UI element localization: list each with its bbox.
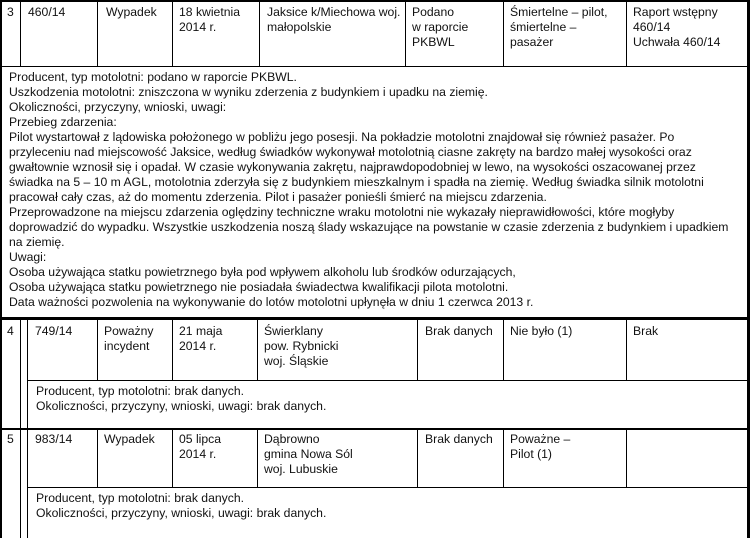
record-injuries: Poważne – (510, 432, 571, 446)
record-details-line: Uwagi: (9, 250, 47, 264)
record-details-line: Osoba używająca statku powietrznego była pod wpływem alkoholu lub środków odurzających, (9, 265, 516, 279)
record-number: 3 (7, 5, 14, 19)
col-divider (417, 430, 418, 487)
record-category: Poważny (104, 324, 154, 338)
record-id: 983/14 (35, 432, 73, 446)
table-border-left (0, 0, 2, 538)
record-details-line: przyleceniu nad miejscowość Jaksice, według świadków wykonywał motolotnią ciasne zakręty na bardzo małej wysokości oraz (9, 145, 692, 159)
record-details-line: Przeprowadzone na miejscu zdarzenia oględziny techniczne wraku motolotni nie wykazały nieprawidłowości, które mogłyby (9, 205, 675, 219)
record-status: Raport wstępny (633, 5, 718, 19)
col-divider (626, 0, 627, 66)
record-details-line: gwałtownie wznosił się i opadał. W czasie wykonywania zakrętu, najprawdopodobniej w lewo, na wysokości oszacowanej przez (9, 160, 696, 174)
record-injuries: Śmiertelne – pilot, (510, 5, 608, 19)
record-injuries: pasażer (510, 35, 554, 49)
record-place: Dąbrowno (264, 432, 320, 446)
record-details-line: Osoba używająca statku powietrznego nie posiadała świadectwa kwalifikacji pilota motolotni. (9, 280, 509, 294)
record-place: małopolskie (267, 20, 332, 34)
record-details-line: Uszkodzenia motolotni: zniszczona w wyniku zderzenia z budynkiem i upadku na ziemię. (9, 85, 488, 99)
record-status: Uchwała 460/14 (633, 35, 721, 49)
col-divider (97, 320, 98, 380)
col-divider (97, 0, 98, 66)
record-place: pow. Rybnicki (264, 339, 339, 353)
row-divider (0, 66, 750, 67)
col-divider (259, 0, 260, 66)
record-place: gmina Nowa Sól (264, 447, 353, 461)
col-divider (20, 430, 21, 538)
record-cause: w raporcie (412, 20, 469, 34)
record-place: Jaksice k/Miechowa woj. (267, 5, 401, 19)
record-details-line: Data ważności pozwolenia na wykonywanie do lotów motolotni upłynęła w dniu 1 czerwca 2013 r. (9, 295, 534, 309)
col-divider (20, 320, 21, 429)
record-details-line: na ziemię. (9, 235, 65, 249)
record-details-line: Producent, typ motolotni: podano w raporcie PKBWL. (9, 70, 297, 84)
record-place: woj. Lubuskie (264, 462, 338, 476)
record-injuries: Nie było (1) (510, 324, 573, 338)
table-border-top (0, 0, 750, 2)
record-place: Świerklany (264, 324, 323, 338)
col-divider (503, 320, 504, 380)
col-divider (626, 430, 627, 487)
row-divider (27, 487, 750, 488)
record-cause: Brak danych (425, 432, 493, 446)
col-divider (172, 320, 173, 380)
record-details-line: pracował cały czas, aż do momentu zderzenia. Pilot i pasażer ponieśli śmierć na miejscu zdarzenia. (9, 190, 547, 204)
record-details-line: Okoliczności, przyczyny, wnioski, uwagi: brak danych. (36, 506, 327, 520)
col-divider (172, 0, 173, 66)
col-divider (97, 430, 98, 487)
col-divider (626, 320, 627, 380)
col-divider (27, 430, 28, 538)
record-place: woj. Śląskie (264, 354, 329, 368)
record-date: 2014 r. (179, 447, 217, 461)
row-divider (27, 380, 750, 381)
record-date: 21 maja (179, 324, 223, 338)
record-number: 4 (7, 324, 14, 338)
col-divider (257, 320, 258, 380)
record-cause: Podano (412, 5, 455, 19)
record-category: Wypadek (106, 5, 157, 19)
col-divider (417, 320, 418, 380)
record-separator (0, 428, 750, 430)
col-divider (27, 320, 28, 429)
record-id: 460/14 (28, 5, 66, 19)
col-divider (503, 0, 504, 66)
record-cause: Brak danych (425, 324, 493, 338)
record-injuries: śmiertelne – (510, 20, 577, 34)
record-injuries: Pilot (1) (510, 447, 552, 461)
record-separator (0, 317, 750, 320)
record-cause: PKBWL (412, 35, 455, 49)
record-details-line: doprowadzić do wypadku. Wszystkie uszkodzenia noszą ślady wskazujące na powstanie w czasie zderzenia z budynkiem i upadkiem (9, 220, 729, 234)
record-details-line: Okoliczności, przyczyny, wnioski, uwagi: (9, 100, 227, 114)
record-status: 460/14 (633, 20, 671, 34)
record-details-line: Okoliczności, przyczyny, wnioski, uwagi: brak danych. (36, 399, 327, 413)
record-details-line: Przebieg zdarzenia: (9, 115, 117, 129)
record-details-line: Producent, typ motolotni: brak danych. (36, 491, 244, 505)
col-divider (405, 0, 406, 66)
col-divider (172, 430, 173, 487)
record-date: 05 lipca (179, 432, 222, 446)
record-id: 749/14 (35, 324, 73, 338)
record-details-line: Pilot wystartował z lądowiska położonego w pobliżu jego posesji. Na pokładzie motolotni znajdował się również pasażer. Po (9, 130, 675, 144)
record-number: 5 (7, 432, 14, 446)
record-status: Brak (633, 324, 659, 338)
record-details-line: świadka na 5 – 10 m AGL, motolotnia zderzyła się z budynkiem mieszkalnym i spadła na ziemię. Według świadka silnik motolotni (9, 175, 704, 189)
col-divider (503, 430, 504, 487)
record-category: incydent (104, 339, 150, 353)
record-date: 18 kwietnia (179, 5, 240, 19)
record-details-line: Producent, typ motolotni: brak danych. (36, 384, 244, 398)
col-divider (257, 430, 258, 487)
record-category: Wypadek (104, 432, 155, 446)
record-date: 2014 r. (179, 339, 217, 353)
record-date: 2014 r. (179, 20, 217, 34)
col-divider (20, 0, 21, 66)
